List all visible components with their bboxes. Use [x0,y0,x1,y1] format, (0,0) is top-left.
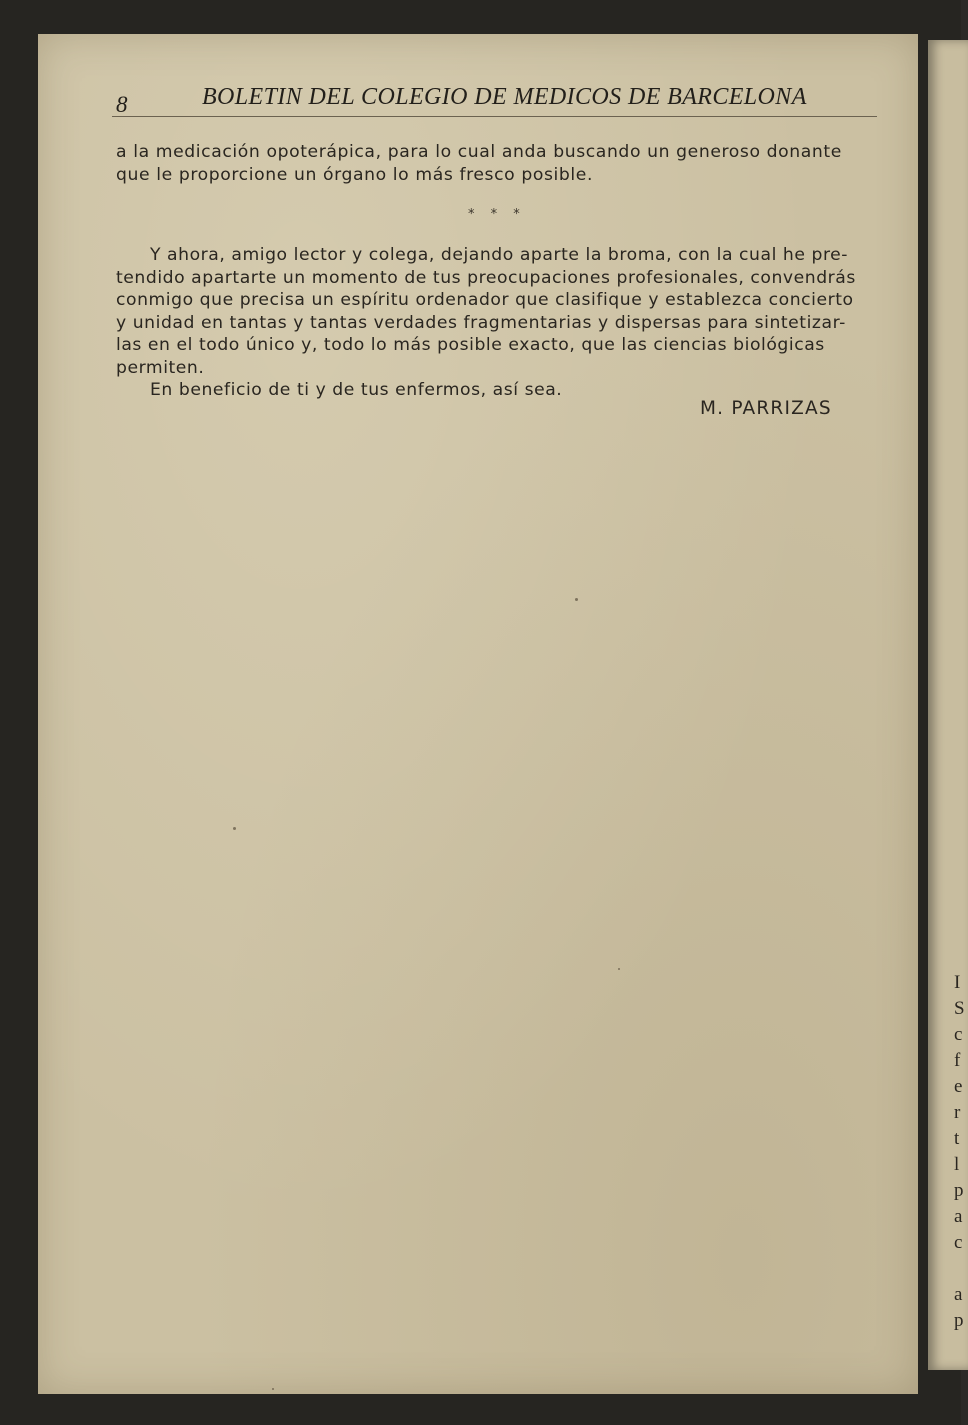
paragraph-2-line: permiten. [116,357,205,378]
paper-speck [575,598,578,601]
running-header [112,80,877,117]
paper-speck [618,968,620,970]
journal-title: BOLETIN DEL COLEGIO DE MEDICOS DE BARCELONA [202,84,807,110]
author-signature: M. PARRIZAS [700,398,832,419]
paragraph-2-line: En beneficio de ti y de tus enfermos, así sea. [150,380,563,400]
paragraph-2-line: Y ahora, amigo lector y colega, dejando aparte la broma, con la cual he pre- [150,245,849,265]
paragraph-2-line: tendido apartarte un momento de tus preocupaciones profesionales, convendrás [116,267,856,288]
page-number: 8 [116,92,128,117]
next-page-edge [928,40,968,1370]
paper-speck [233,827,236,830]
paragraph-1-line: que le proporcione un órgano lo más fresco posible. [116,165,594,185]
paper-speck [272,1388,274,1390]
next-page-edge-letters: I S c f e r t l p a c a p [954,972,965,1331]
paragraph-2-line: las en el todo único y, todo lo más posible exacto, que las ciencias biológicas [116,335,825,355]
page [38,34,918,1394]
section-separator: * * * [468,207,526,222]
paragraph-2-line: conmigo que precisa un espíritu ordenador que clasifique y establezca concierto [116,290,854,310]
paragraph-2 [116,244,856,402]
paragraph-1 [116,141,876,187]
paragraph-2-line: y unidad en tantas y tantas verdades fragmentarias y dispersas para sintetizar- [116,312,846,333]
paragraph-1-line: a la medicación opoterápica, para lo cual anda buscando un generoso donante [116,142,842,162]
